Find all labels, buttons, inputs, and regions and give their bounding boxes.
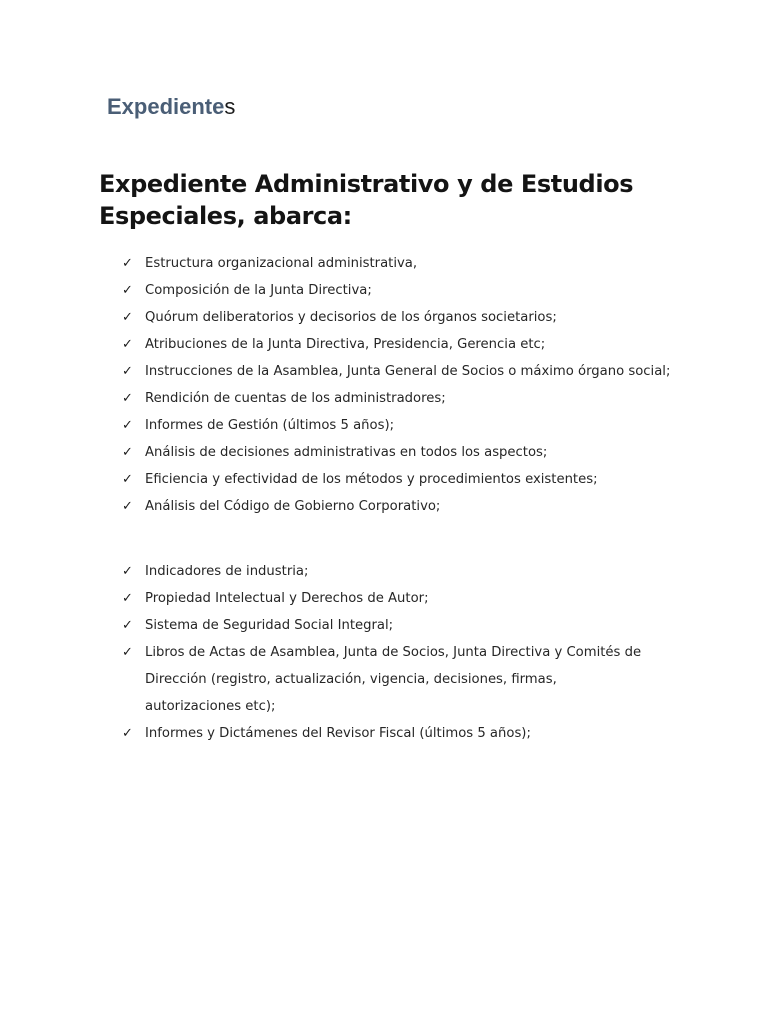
check-icon: ✓ — [122, 645, 133, 660]
check-icon: ✓ — [122, 283, 133, 298]
list-item-text: Análisis de decisiones administrativas en todos los aspectos; — [145, 445, 548, 460]
list-item-text: Estructura organizacional administrativa, — [145, 256, 418, 271]
list-item — [122, 612, 645, 639]
document-title — [107, 92, 235, 122]
list-item-text: Análisis del Código de Gobierno Corporativo; — [145, 499, 441, 514]
check-icon: ✓ — [122, 391, 133, 406]
list-item — [122, 412, 670, 439]
check-icon: ✓ — [122, 499, 133, 514]
list-item — [122, 304, 670, 331]
check-icon: ✓ — [122, 564, 133, 579]
list-item-text: Informes de Gestión (últimos 5 años); — [145, 418, 395, 433]
list-item-text: Indicadores de industria; — [145, 564, 309, 579]
list-item — [122, 639, 645, 720]
list-item-text: Propiedad Intelectual y Derechos de Autor; — [145, 591, 429, 606]
check-icon: ✓ — [122, 591, 133, 606]
list-item — [122, 585, 645, 612]
list-item — [122, 385, 670, 412]
list-item — [122, 720, 645, 747]
section-heading: Expediente Administrativo y de Estudios Especiales, abarca: — [99, 170, 634, 230]
list-item — [122, 558, 645, 585]
list-item-text: Quórum deliberatorios y decisorios de los órganos societarios; — [145, 310, 557, 325]
check-icon: ✓ — [122, 337, 133, 352]
check-icon: ✓ — [122, 726, 133, 741]
check-icon: ✓ — [122, 472, 133, 487]
list-item — [122, 331, 670, 358]
list-item — [122, 493, 670, 520]
check-icon: ✓ — [122, 256, 133, 271]
check-icon: ✓ — [122, 310, 133, 325]
list-item-text: Informes y Dictámenes del Revisor Fiscal (últimos 5 años); — [145, 726, 531, 741]
list-item-text: Sistema de Seguridad Social Integral; — [145, 618, 394, 633]
list-item-text: Libros de Actas de Asamblea, Junta de Socios, Junta Directiva y Comités de Dirección (registro, actualización, vigencia, decisiones, firmas, autorizaciones etc); — [145, 645, 642, 714]
document-title-main: Expediente — [107, 94, 225, 119]
document-title-tail: s — [224, 94, 236, 119]
list-item — [122, 277, 670, 304]
list-item — [122, 466, 670, 493]
checklist-secondary — [122, 558, 645, 747]
list-item-text: Rendición de cuentas de los administradores; — [145, 391, 446, 406]
list-item — [122, 358, 670, 385]
check-icon: ✓ — [122, 445, 133, 460]
list-item — [122, 439, 670, 466]
check-icon: ✓ — [122, 364, 133, 379]
list-item — [122, 250, 670, 277]
checklist-primary — [122, 250, 670, 520]
list-item-text: Eficiencia y efectividad de los métodos y procedimientos existentes; — [145, 472, 598, 487]
check-icon: ✓ — [122, 618, 133, 633]
list-item-text: Atribuciones de la Junta Directiva, Presidencia, Gerencia etc; — [145, 337, 546, 352]
check-icon: ✓ — [122, 418, 133, 433]
list-item-text: Instrucciones de la Asamblea, Junta General de Socios o máximo órgano social; — [145, 364, 671, 379]
list-item-text: Composición de la Junta Directiva; — [145, 283, 372, 298]
